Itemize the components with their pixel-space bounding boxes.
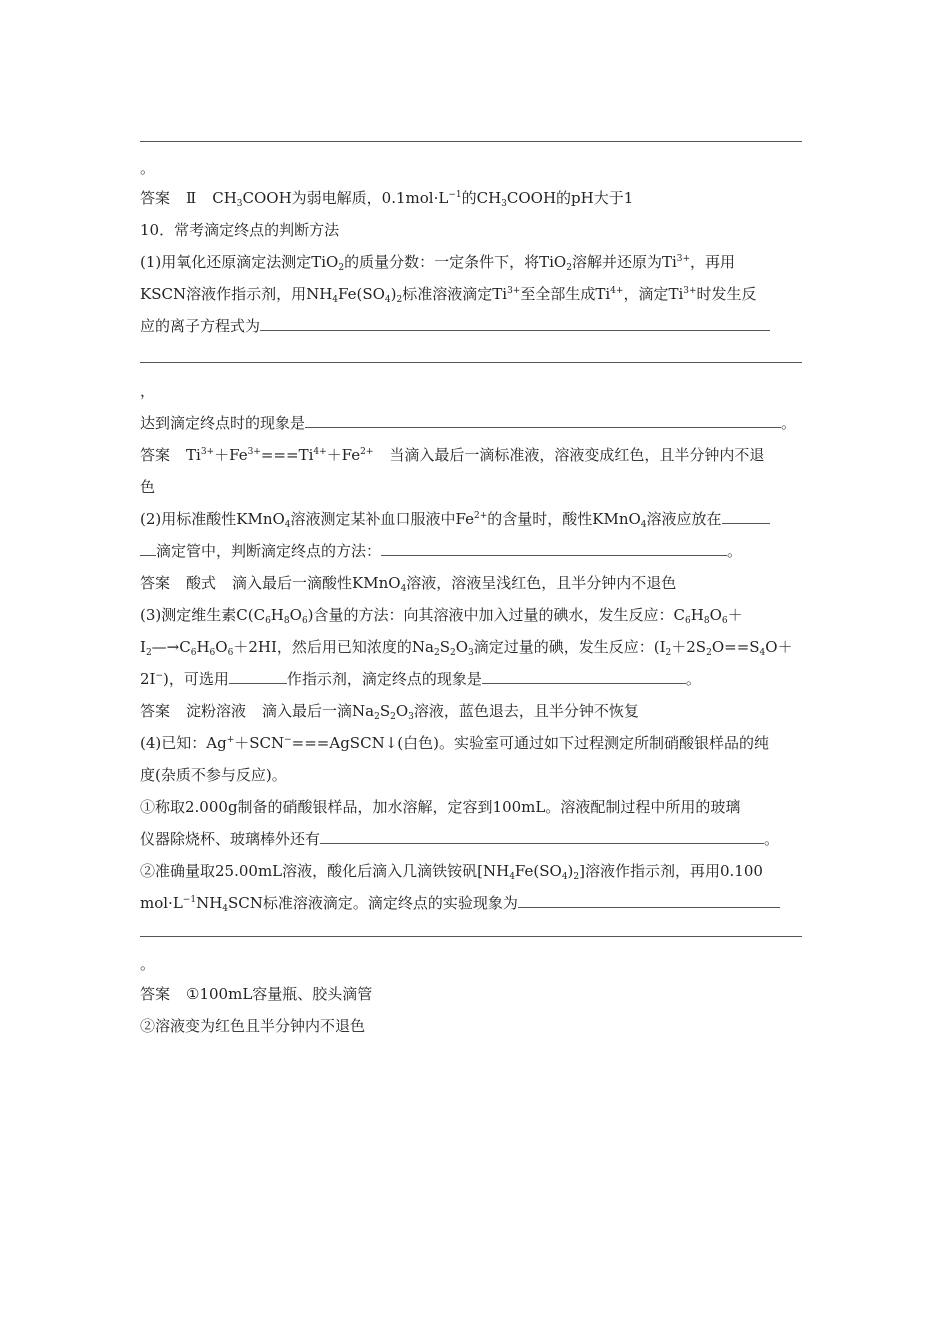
- line-period-1: 。: [140, 159, 156, 177]
- answer-blank[interactable]: [229, 669, 287, 684]
- q10-2-line2: 滴定管中，判断滴定终点的方法： 。: [140, 541, 742, 561]
- q10-1-line3: 应的离子方程式为: [140, 316, 770, 336]
- line-period-2: 。: [140, 955, 156, 973]
- line-comma: ，: [140, 382, 156, 400]
- answer-rule-3: [140, 936, 802, 937]
- q10-3-line3: 2I−)，可选用 作指示剂，滴定终点的现象是 。: [140, 670, 701, 688]
- q10-4-step1-line1: ①称取2.000g制备的硝酸银样品，加水溶解，定容到100mL。溶液配制过程中所用的玻璃: [140, 798, 741, 816]
- answer-blank[interactable]: [260, 316, 770, 331]
- q10-4-step1-line2: 仪器除烧杯、玻璃棒外还有 。: [140, 830, 780, 848]
- answer-blank[interactable]: [305, 413, 781, 428]
- answer-blank[interactable]: [320, 829, 764, 844]
- q10-2-line1: (2)用标准酸性KMnO$_4$溶液测定某补血口服液中$Fe^{2+}$的含量时，酸性KMnO$_4$溶液应放在: [140, 509, 770, 529]
- answer-10-1: 答案 $Ti^{3+}+Fe^{3+}===Ti^{4+}+Fe^{2+}$ 当滴入最后一滴标准液，溶液变成红色，且半分钟内不退: [140, 446, 765, 464]
- q10-4-step2-line1: ②准确量取25.00mL溶液，酸化后滴入几滴铁铵矾$[NH_4Fe(SO_4)_2]$溶液作指示剂，再用0.100: [140, 862, 763, 882]
- answer-rule-1: [140, 141, 802, 142]
- question-10-title: 10．常考滴定终点的判断方法: [140, 221, 340, 239]
- q10-1-line1: (1)用氧化还原滴定法测定TiO$_2$的质量分数：一定条件下，将TiO$_2$溶解并还原为$Ti^{3+}$，再用: [140, 253, 736, 273]
- answer-10-4: 答案 ①100mL容量瓶、胶头滴管: [140, 985, 373, 1003]
- q10-3-line2: $I_2—\to C_6H_6O_6+2HI$，然后用已知浓度的$Na_2S_2O_3$滴定过量的碘，发生反应：($I_2+2S_2O==S_4O+$: [140, 638, 793, 658]
- answer-10-1-cont: 色: [140, 478, 156, 496]
- q10-4-step2-line2: $mol\cdot L^{-1}NH_4SCN$标准溶液滴定。滴定终点的实验现象为: [140, 893, 780, 913]
- answer-blank[interactable]: [482, 669, 686, 684]
- q10-3-line1: (3)测定维生素$C(C_6H_8O_6)$含量的方法：向其溶液中加入过量的碘水，发生反应：$C_6H_8O_6+$: [140, 606, 743, 626]
- q10-4-line2: 度(杂质不参与反应)。: [140, 766, 287, 784]
- answer-9: 答案 Ⅱ $CH_3COOH$为弱电解质，$0.1mol\cdot L^{-1}$的$CH_3COOH$的pH大于1: [140, 189, 634, 209]
- answer-10-2: 答案 酸式 滴入最后一滴酸性KMnO$_4$溶液，溶液呈浅红色，且半分钟内不退色: [140, 574, 677, 594]
- q10-4-line1: (4)已知：Ag+＋SCN−===AgSCN↓(白色)。实验室可通过如下过程测定所制硝酸银样品的纯: [140, 734, 769, 752]
- q10-1-line4: 达到滴定终点时的现象是 。: [140, 414, 797, 432]
- answer-rule-2: [140, 362, 802, 363]
- answer-blank[interactable]: [140, 541, 156, 556]
- answer-blank[interactable]: [518, 893, 780, 908]
- q10-1-line2: KSCN溶液作指示剂，用$NH_4Fe(SO_4)_2$标准溶液滴定$Ti^{3+}$至全部生成$Ti^{4+}$，滴定$Ti^{3+}$时发生反: [140, 285, 757, 305]
- answer-blank[interactable]: [381, 541, 727, 556]
- answer-10-3: 答案 淀粉溶液 滴入最后一滴$Na_2S_2O_3$溶液，蓝色退去，且半分钟不恢复: [140, 702, 639, 722]
- answer-blank[interactable]: [722, 509, 770, 524]
- answer-10-4-cont: ②溶液变为红色且半分钟内不退色: [140, 1017, 366, 1035]
